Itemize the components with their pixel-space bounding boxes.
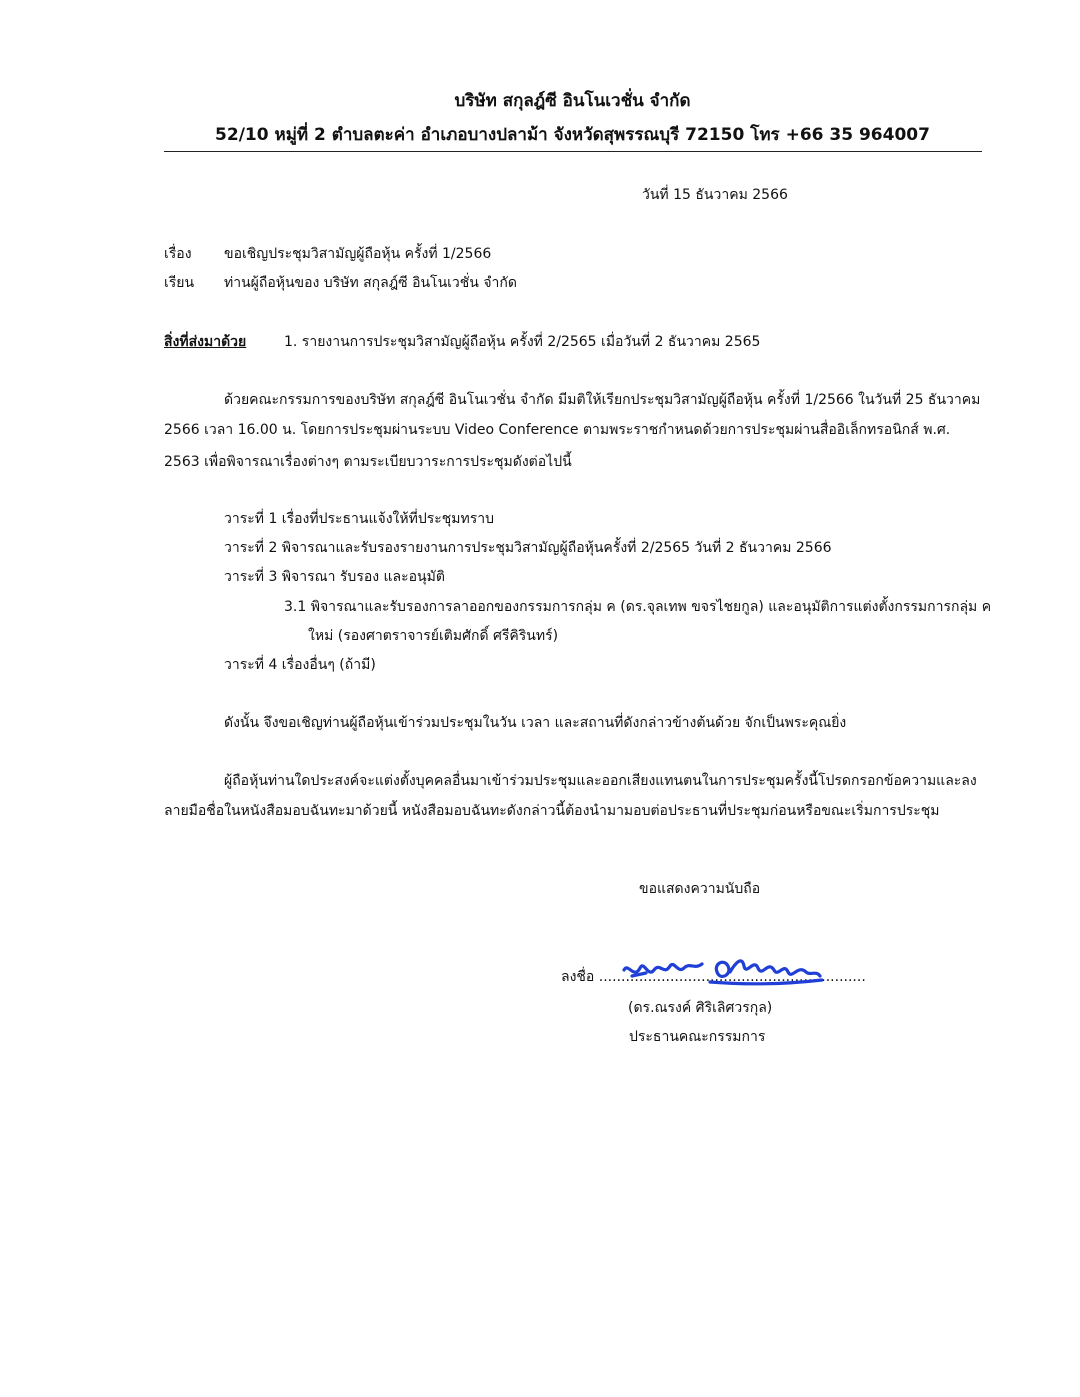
handwritten-signature: [618, 952, 823, 990]
agenda-item-1: วาระที่ 1 เรื่องที่ประธานแจ้งให้ที่ประชุมทราบ: [224, 511, 494, 527]
subject-label: เรื่อง: [164, 246, 192, 262]
header-divider: [164, 151, 982, 152]
letter-date: วันที่ 15 ธันวาคม 2566: [642, 187, 788, 203]
enclosure-label: สิ่งที่ส่งมาด้วย: [164, 334, 247, 350]
agenda-item-4: วาระที่ 4 เรื่องอื่นๆ (ถ้ามี): [224, 657, 376, 673]
subject-text: ขอเชิญประชุมวิสามัญผู้ถือหุ้น ครั้งที่ 1/2566: [224, 246, 492, 262]
signatory-name: (ดร.ณรงค์ ศิริเลิศวรกุล): [628, 1000, 773, 1016]
signature-line: ลงชื่อ ............................................................: [561, 969, 866, 985]
intro-line-2: 2566 เวลา 16.00 น. โดยการประชุมผ่านระบบ Video Conference ตามพระราชกำหนดด้วยการประชุมผ่านสื่ออิเล็กทรอนิกส์ พ.ศ.: [164, 422, 951, 438]
agenda-item-3-1-line-1: 3.1 พิจารณาและรับรองการลาออกของกรรมการกลุ่ม ค (ดร.จุลเทพ ขจรไชยกูล) และอนุมัติการแต่งตั้งกรรมการกลุ่ม ค: [284, 599, 992, 615]
proxy-line-2: ลายมือชื่อในหนังสือมอบฉันทะมาด้วยนี้ หนังสือมอบฉันทะดังกล่าวนี้ต้องนำมามอบต่อประธานที่ประชุมก่อนหรือขณะเริ่มการประชุม: [164, 803, 940, 819]
intro-line-3: 2563 เพื่อพิจารณาเรื่องต่างๆ ตามระเบียบวาระการประชุมดังต่อไปนี้: [164, 454, 572, 470]
invitation-text: ดังนั้น จึงขอเชิญท่านผู้ถือหุ้นเข้าร่วมประชุมในวัน เวลา และสถานที่ดังกล่าวข้างต้นด้วย จักเป็นพระคุณยิ่ง: [224, 715, 847, 731]
agenda-item-3: วาระที่ 3 พิจารณา รับรอง และอนุมัติ: [224, 569, 445, 585]
signatory-position: ประธานคณะกรรมการ: [629, 1029, 766, 1045]
agenda-item-2: วาระที่ 2 พิจารณาและรับรองรายงานการประชุมวิสามัญผู้ถือหุ้นครั้งที่ 2/2565 วันที่ 2 ธันวาคม 2566: [224, 540, 832, 556]
closing-text: ขอแสดงความนับถือ: [639, 881, 761, 897]
company-address: 52/10 หมู่ที่ 2 ตำบลตะค่า อำเภอบางปลาม้า จังหวัดสุพรรณบุรี 72150 โทร +66 35 964007: [215, 125, 930, 145]
recipient-text: ท่านผู้ถือหุ้นของ บริษัท สกุลฎ์ซี อินโนเวชั่น จำกัด: [224, 275, 517, 291]
company-name: บริษัท สกุลฎ์ซี อินโนเวชั่น จำกัด: [454, 91, 691, 111]
recipient-label: เรียน: [164, 275, 195, 291]
agenda-item-3-1-line-2: ใหม่ (รองศาตราจารย์เติมศักดิ์ ศรีคิรินทร์): [308, 628, 559, 644]
intro-line-1: ด้วยคณะกรรมการของบริษัท สกุลฎ์ซี อินโนเวชั่น จำกัด มีมติให้เรียกประชุมวิสามัญผู้ถือหุ้น ครั้งที่ 1/2566 ในวันที่ 25 ธันวาคม: [224, 392, 981, 408]
proxy-line-1: ผู้ถือหุ้นท่านใดประสงค์จะแต่งตั้งบุคคลอื่นมาเข้าร่วมประชุมและออกเสียงแทนตนในการประชุมครั้งนี้โปรดกรอกข้อความและลง: [224, 773, 977, 789]
enclosure-text: 1. รายงานการประชุมวิสามัญผู้ถือหุ้น ครั้งที่ 2/2565 เมื่อวันที่ 2 ธันวาคม 2565: [284, 334, 761, 350]
